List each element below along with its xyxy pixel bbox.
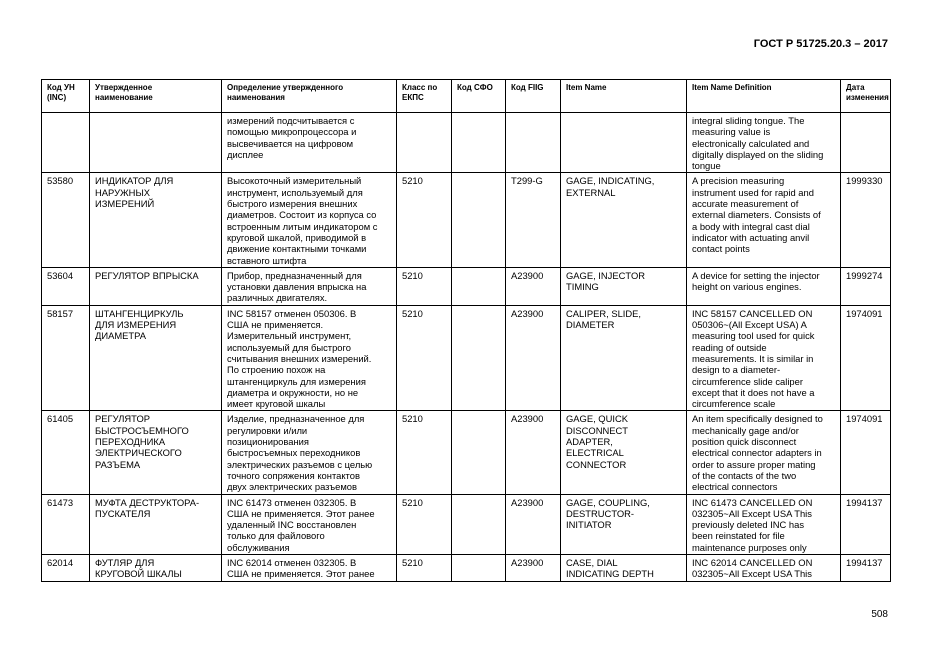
column-header: Код УН (INC) bbox=[42, 80, 90, 113]
item-name-cell: CASE, DIAL INDICATING DEPTH bbox=[561, 554, 687, 581]
ekps-class-cell: 5210 bbox=[397, 494, 452, 554]
item-name-cell: GAGE, QUICK DISCONNECT ADAPTER, ELECTRICAL CONNECTOR bbox=[561, 411, 687, 494]
change-date-cell: 1994137 bbox=[841, 494, 891, 554]
item-definition-cell: INC 62014 CANCELLED ON 032305~All Except USA This bbox=[687, 554, 841, 581]
change-date-cell: 1999274 bbox=[841, 267, 891, 305]
column-header: Класс по ЕКПС bbox=[397, 80, 452, 113]
item-definition-cell: integral sliding tongue. The measuring value is electronically calculated and digitally displayed on the sliding tongue bbox=[687, 113, 841, 173]
definition-cell: Изделие, предназначенное для регулировки и/или позиционирования быстросъемных переходников электрических разъемов с целью точного сопряжения контактов двух электрических разъемов bbox=[222, 411, 397, 494]
fiig-code-cell: A23900 bbox=[506, 267, 561, 305]
sfo-code-cell bbox=[452, 173, 506, 267]
table-row bbox=[42, 113, 891, 173]
sfo-code-cell bbox=[452, 494, 506, 554]
definition-cell: Высокоточный измерительный инструмент, используемый для быстрого измерения внешних диаметров. Состоит из корпуса со встроенным литым индикатором с круговой шкалой, приводимой в движение контактными точками вставного штифта bbox=[222, 173, 397, 267]
item-name-cell: CALIPER, SLIDE, DIAMETER bbox=[561, 305, 687, 411]
inc-code-cell: 61405 bbox=[42, 411, 90, 494]
column-header: Определение утвержденного наименования bbox=[222, 80, 397, 113]
column-header: Код FIIG bbox=[506, 80, 561, 113]
column-header: Item Name bbox=[561, 80, 687, 113]
fiig-code-cell: A23900 bbox=[506, 554, 561, 581]
approved-name-cell: РЕГУЛЯТОР ВПРЫСКА bbox=[90, 267, 222, 305]
approved-name-cell: ИНДИКАТОР ДЛЯ НАРУЖНЫХ ИЗМЕРЕНИЙ bbox=[90, 173, 222, 267]
table-body bbox=[42, 113, 891, 582]
definition-cell: INC 62014 отменен 032305. В США не применяется. Этот ранее bbox=[222, 554, 397, 581]
column-header: Код СФО bbox=[452, 80, 506, 113]
ekps-class-cell: 5210 bbox=[397, 411, 452, 494]
table-row bbox=[42, 305, 891, 411]
inc-code-cell: 53580 bbox=[42, 173, 90, 267]
definition-cell: INC 58157 отменен 050306. В США не применяется. Измерительный инструмент, используемый для быстрого считывания внешних измерений. По строению похож на штангенциркуль для измерения диаметра и окружности, но не имеет круговой шкалы bbox=[222, 305, 397, 411]
column-header: Дата изменения bbox=[841, 80, 891, 113]
inc-table bbox=[41, 79, 891, 582]
sfo-code-cell bbox=[452, 411, 506, 494]
item-definition-cell: An item specifically designed to mechanically gage and/or position quick disconnect electrical connector adapters in order to assure proper mating of the contacts of the two electrical connectors bbox=[687, 411, 841, 494]
inc-code-cell: 61473 bbox=[42, 494, 90, 554]
item-definition-cell: INC 58157 CANCELLED ON 050306~(All Except USA) A measuring tool used for quick reading of outside measurements. It is similar in design to a diameter- circumference slide caliper except that it does not have a circumference scale bbox=[687, 305, 841, 411]
approved-name-cell bbox=[90, 113, 222, 173]
ekps-class-cell bbox=[397, 113, 452, 173]
change-date-cell bbox=[841, 113, 891, 173]
page-number: 508 bbox=[871, 609, 888, 620]
document-header: ГОСТ Р 51725.20.3 – 2017 bbox=[753, 38, 888, 50]
inc-code-cell bbox=[42, 113, 90, 173]
fiig-code-cell: A23900 bbox=[506, 305, 561, 411]
sfo-code-cell bbox=[452, 113, 506, 173]
ekps-class-cell: 5210 bbox=[397, 267, 452, 305]
item-definition-cell: INC 61473 CANCELLED ON 032305~All Except USA This previously deleted INC has been reinstated for file maintenance purposes only bbox=[687, 494, 841, 554]
approved-name-cell: МУФТА ДЕСТРУКТОРА- ПУСКАТЕЛЯ bbox=[90, 494, 222, 554]
definition-cell: измерений подсчитывается с помощью микропроцессора и высвечивается на цифровом дисплее bbox=[222, 113, 397, 173]
fiig-code-cell: A23900 bbox=[506, 494, 561, 554]
change-date-cell: 1999330 bbox=[841, 173, 891, 267]
table-row bbox=[42, 554, 891, 581]
table-row bbox=[42, 411, 891, 494]
change-date-cell: 1974091 bbox=[841, 411, 891, 494]
fiig-code-cell bbox=[506, 113, 561, 173]
table-row bbox=[42, 267, 891, 305]
item-definition-cell: A device for setting the injector height on various engines. bbox=[687, 267, 841, 305]
ekps-class-cell: 5210 bbox=[397, 305, 452, 411]
item-name-cell: GAGE, COUPLING, DESTRUCTOR- INITIATOR bbox=[561, 494, 687, 554]
item-name-cell: GAGE, INDICATING, EXTERNAL bbox=[561, 173, 687, 267]
fiig-code-cell: T299-G bbox=[506, 173, 561, 267]
approved-name-cell: ФУТЛЯР ДЛЯ КРУГОВОЙ ШКАЛЫ bbox=[90, 554, 222, 581]
item-name-cell bbox=[561, 113, 687, 173]
column-header: Item Name Definition bbox=[687, 80, 841, 113]
item-definition-cell: A precision measuring instrument used for rapid and accurate measurement of external diameters. Consists of a body with integral cast dial indicator with actuating anvil contact points bbox=[687, 173, 841, 267]
ekps-class-cell: 5210 bbox=[397, 554, 452, 581]
sfo-code-cell bbox=[452, 267, 506, 305]
table-header-row bbox=[42, 80, 891, 113]
table-row bbox=[42, 173, 891, 267]
inc-code-cell: 62014 bbox=[42, 554, 90, 581]
definition-cell: INC 61473 отменен 032305. В США не применяется. Этот ранее удаленный INC восстановлен только для файлового обслуживания bbox=[222, 494, 397, 554]
sfo-code-cell bbox=[452, 305, 506, 411]
column-header: Утвержденное наименование bbox=[90, 80, 222, 113]
approved-name-cell: РЕГУЛЯТОР БЫСТРОСЪЕМНОГО ПЕРЕХОДНИКА ЭЛЕКТРИЧЕСКОГО РАЗЪЕМА bbox=[90, 411, 222, 494]
table-row bbox=[42, 494, 891, 554]
inc-code-cell: 53604 bbox=[42, 267, 90, 305]
ekps-class-cell: 5210 bbox=[397, 173, 452, 267]
change-date-cell: 1974091 bbox=[841, 305, 891, 411]
item-name-cell: GAGE, INJECTOR TIMING bbox=[561, 267, 687, 305]
inc-code-cell: 58157 bbox=[42, 305, 90, 411]
approved-name-cell: ШТАНГЕНЦИРКУЛЬ ДЛЯ ИЗМЕРЕНИЯ ДИАМЕТРА bbox=[90, 305, 222, 411]
definition-cell: Прибор, предназначенный для установки давления впрыска на различных двигателях. bbox=[222, 267, 397, 305]
change-date-cell: 1994137 bbox=[841, 554, 891, 581]
fiig-code-cell: A23900 bbox=[506, 411, 561, 494]
sfo-code-cell bbox=[452, 554, 506, 581]
